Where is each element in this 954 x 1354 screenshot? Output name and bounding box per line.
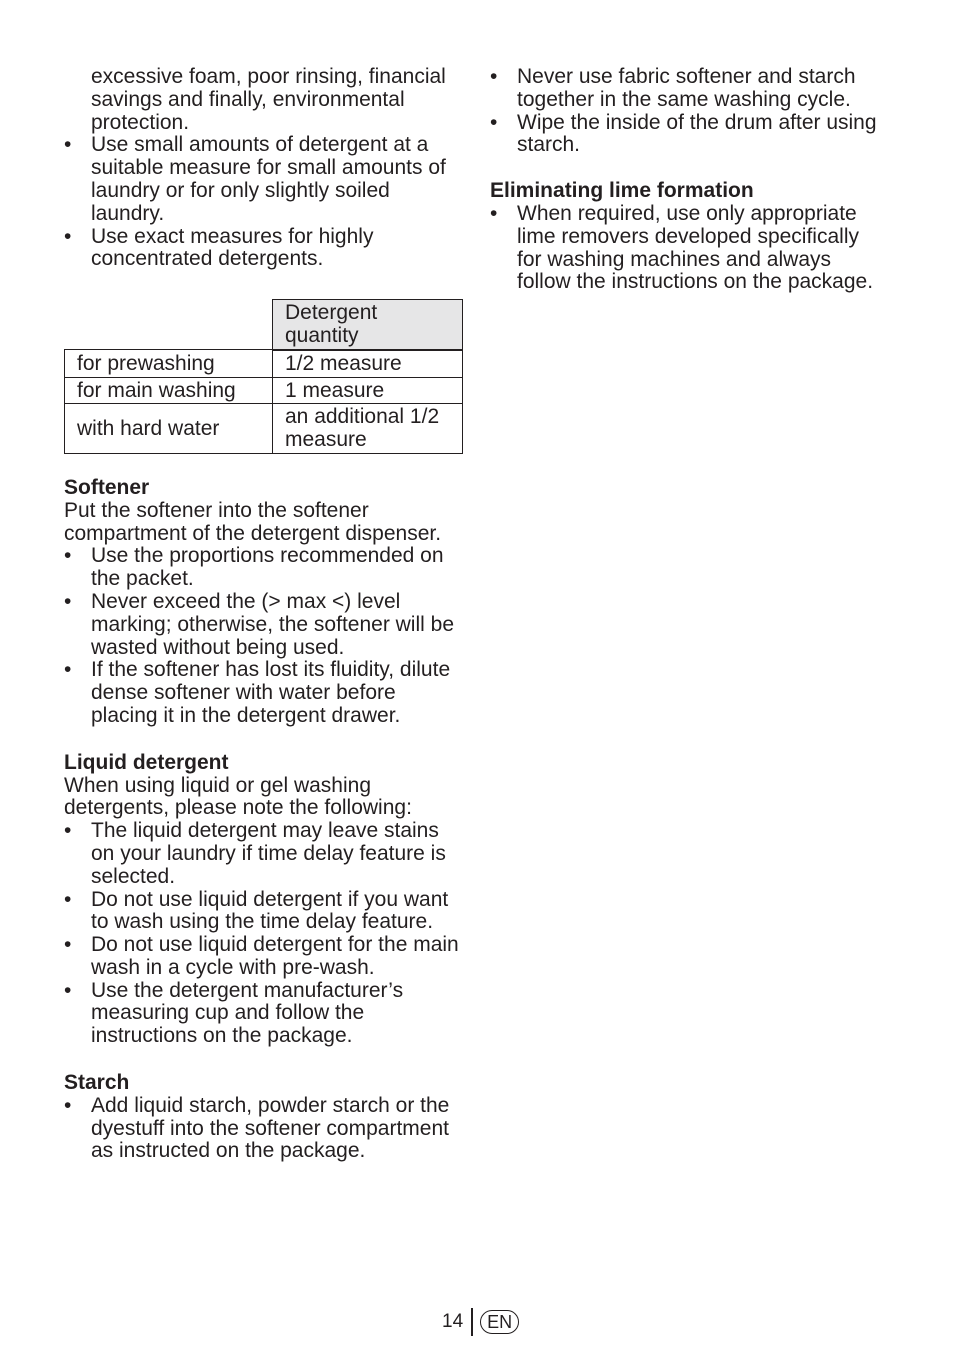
softener-bullet-list [64,545,464,727]
starch-bullet: • Add liquid starch, powder starch or the dyestuff into the softener compartment as instructed on the package. [64,1095,464,1163]
lime-bullet-list [490,203,885,294]
intro-continuation: excessive foam, poor rinsing, financial savings and finally, environmental protection. [91,65,446,134]
page-number: 14 [442,1310,464,1332]
softener-bullet: • If the softener has lost its fluidity, dilute dense softener with water before placing it in the detergent drawer. [64,659,464,727]
starch-note-bullet-list [490,66,885,157]
table-header-empty-cell [65,300,273,350]
table-row-label: for main washing [65,377,273,404]
spacer [64,728,464,752]
starch-bullet-list [64,1095,464,1163]
liquid-detergent-bullet: • Use the detergent manufacturer’s measuring cup and follow the instructions on the package. [64,980,464,1048]
liquid-detergent-bullet: • Do not use liquid detergent if you want to wash using the time delay feature. [64,889,464,935]
table-row-value: 1 measure [273,377,463,404]
softener-intro: Put the softener into the softener compartment of the detergent dispenser. [64,498,442,545]
spacer [490,157,885,180]
liquid-detergent-intro: When using liquid or gel washing detergents, please note the following: [64,773,412,820]
right-column [490,66,885,294]
lime-bullet: • When required, use only appropriate lime removers developed specifically for washing machines and always follow the instructions on the package. [490,203,885,294]
left-column [64,66,464,1163]
intro-bullet-list [64,134,464,271]
table-row [65,350,463,377]
table-row-label: for prewashing [65,350,273,377]
liquid-detergent-bullet-list [64,820,464,1048]
table-row-label: with hard water [65,404,273,454]
detergent-quantity-table [64,299,463,454]
softener-bullet: • Never exceed the (> max <) level marking; otherwise, the softener will be wasted without being used. [64,591,464,659]
language-badge: EN [480,1310,519,1334]
table-row [65,404,463,454]
table-header-row [65,300,463,350]
footer-divider [471,1308,473,1336]
spacer [64,1048,464,1072]
table-row-value: an additional 1/2 measure [273,404,463,454]
table-header-cell: Detergent quantity [273,300,463,350]
starch-note-bullet: • Never use fabric softener and starch together in the same washing cycle. [490,66,885,112]
liquid-detergent-bullet: • Do not use liquid detergent for the main wash in a cycle with pre-wash. [64,934,464,980]
lime-heading: Eliminating lime formation [490,179,754,203]
page-footer [442,1308,519,1336]
spacer [64,454,464,477]
liquid-detergent-bullet: • The liquid detergent may leave stains on your laundry if time delay feature is selected. [64,820,464,888]
softener-bullet: • Use the proportions recommended on the packet. [64,545,464,591]
table-row [65,377,463,404]
intro-bullet: • Use exact measures for highly concentrated detergents. [64,226,464,272]
starch-heading: Starch [64,1071,130,1095]
starch-note-bullet: • Wipe the inside of the drum after using starch. [490,112,885,158]
softener-heading: Softener [64,475,150,499]
liquid-detergent-heading: Liquid detergent [64,750,229,774]
table-row-value: 1/2 measure [273,350,463,377]
intro-bullet: • Use small amounts of detergent at a suitable measure for small amounts of laundry or for only slightly soiled laundry. [64,134,464,225]
